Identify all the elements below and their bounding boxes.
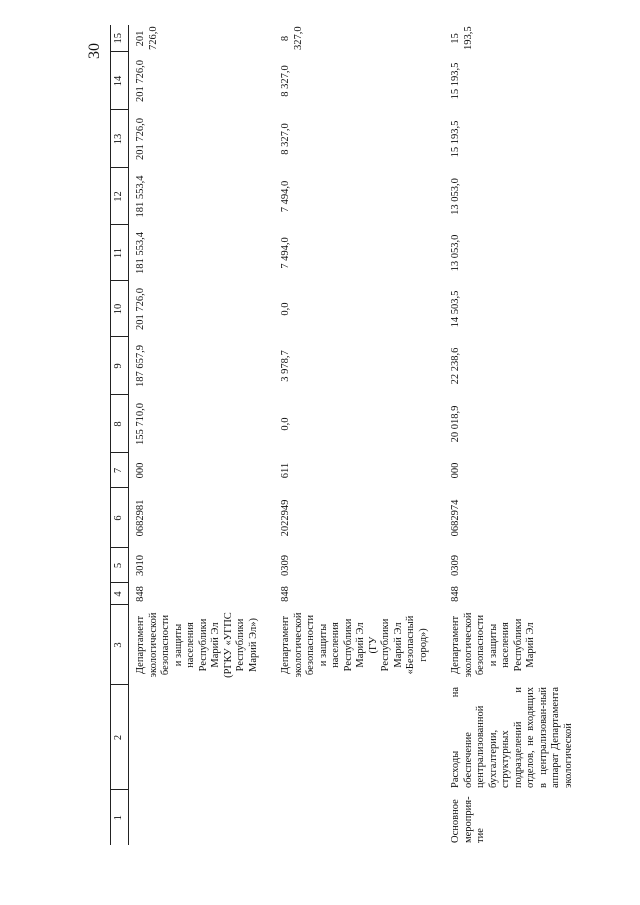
amount-cell: 14 503,5: [450, 290, 461, 328]
budget-table: [110, 25, 589, 845]
code-cell: 0682974: [450, 499, 461, 537]
executor-cell: Департамент экологической безопасности и защиты населения Республики Марий Эл: [450, 612, 536, 678]
amount-cell: 8 327,0: [280, 123, 291, 155]
table-row: [444, 25, 589, 845]
column-header: 14: [111, 52, 129, 110]
column-header: 9: [111, 337, 129, 395]
code-cell: 0682981: [135, 499, 146, 537]
code-cell: 0309: [450, 555, 461, 576]
column-header: 4: [111, 583, 129, 605]
column-header: 8: [111, 395, 129, 453]
amount-cell: 201 726,0: [135, 118, 146, 160]
amount-cell: 8 327,0: [280, 65, 291, 97]
column-header: 10: [111, 281, 129, 337]
amount-cell: 13 053,0: [450, 178, 461, 215]
column-header: 11: [111, 225, 129, 281]
amount-cell: 15 193,5: [450, 62, 461, 100]
amount-cell: 8 327,0: [280, 26, 304, 50]
amount-cell: 15 193,5: [450, 26, 474, 50]
amount-cell: 7 494,0: [280, 180, 291, 213]
item-name-cell: Расходы на обеспечение централизованной бухгалтерии, структурных подразделений и отделов, не входящих в централизован-ный аппарат Департамента экологической: [450, 687, 574, 788]
amount-cell: 7 494,0: [280, 237, 291, 269]
executor-cell: Департамент экологической безопасности и защиты населения Республики Марий Эл (РГКУ «УГПС Республики Марий Эл»): [135, 612, 259, 678]
amount-cell: 201 726,0: [135, 60, 146, 102]
table-row: [129, 25, 275, 845]
code-cell: 3010: [135, 555, 146, 576]
amount-cell: 22 238,6: [450, 347, 461, 385]
table-row: [274, 25, 444, 845]
column-header: 15: [111, 25, 129, 52]
code-cell: 000: [450, 462, 461, 479]
amount-cell: 187 657,9: [135, 345, 146, 387]
code-cell: 848: [280, 586, 291, 602]
amount-cell: 181 553,4: [135, 175, 146, 218]
header-row: [111, 25, 129, 845]
amount-cell: 201 726,0: [135, 26, 159, 50]
column-header: 12: [111, 168, 129, 225]
amount-cell: 15 193,5: [450, 120, 461, 158]
page-number: 30: [86, 43, 103, 59]
amount-cell: 201 726,0: [135, 288, 146, 330]
code-cell: 611: [280, 462, 291, 479]
amount-cell: 155 710,0: [135, 403, 146, 445]
code-cell: 000: [135, 462, 146, 479]
amount-cell: 20 018,9: [450, 405, 461, 443]
item-type-cell: Основное мероприя- тие: [450, 796, 486, 843]
code-cell: 0309: [280, 555, 291, 576]
column-header: 5: [111, 548, 129, 583]
code-cell: 2022949: [280, 499, 291, 537]
amount-cell: 0,0: [280, 417, 291, 431]
column-header: 6: [111, 488, 129, 548]
executor-cell: Департамент экологической безопасности и защиты населения Республики Марий Эл (ГУ Республики Марий Эл «Безопасный город»): [280, 612, 429, 678]
amount-cell: 3 978,7: [280, 350, 291, 382]
column-header: 7: [111, 453, 129, 488]
code-cell: 848: [450, 586, 461, 602]
amount-cell: 13 053,0: [450, 234, 461, 272]
amount-cell: 181 553,4: [135, 232, 146, 274]
amount-cell: 0,0: [280, 302, 291, 316]
column-header: 3: [111, 605, 129, 685]
column-header: 13: [111, 110, 129, 168]
column-header: 2: [111, 685, 129, 790]
code-cell: 848: [135, 586, 146, 602]
column-header: 1: [111, 790, 129, 845]
